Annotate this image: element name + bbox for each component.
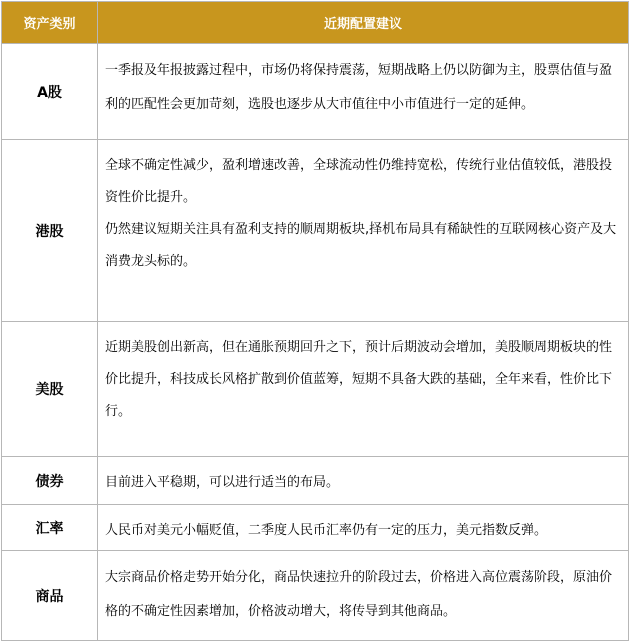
advice-paragraph: 一季报及年报披露过程中，市场仍将保持震荡，短期战略上仍以防御为主，股票估值与盈利的匹配性会更加苛刻，选股也逐步从大市值往中小市值进行一定的延伸。 <box>105 63 613 112</box>
table-row-fx <box>2 505 629 551</box>
advice-paragraph: 全球不确定性减少，盈利增速改善，全球流动性仍维持宽松，传统行业估值较低，港股投资性价比提升。 <box>105 158 613 205</box>
advice-cell <box>98 44 629 140</box>
advice-paragraph: 近期美股创出新高，但在通胀预期回升之下，预计后期波动会增加，美股顺周期板块的性价比提升，科技成长风格扩散到价值蓝筹，短期不具备大跌的基础，全年来看，性价比下行。 <box>105 340 613 419</box>
category-cell: 汇率 <box>2 505 98 551</box>
table-row-us-share <box>2 322 629 457</box>
table-row-a-share <box>2 44 629 140</box>
category-cell: 美股 <box>2 322 98 457</box>
category-cell: A股 <box>2 44 98 140</box>
advice-paragraph: 人民币对美元小幅贬值，二季度人民币汇率仍有一定的压力，美元指数反弹。 <box>105 523 548 538</box>
advice-cell <box>98 322 629 457</box>
advice-paragraph: 目前进入平稳期，可以进行适当的布局。 <box>105 475 340 490</box>
advice-paragraph: 大宗商品价格走势开始分化，商品快速拉升的阶段过去，价格进入高位震荡阶段，原油价格的不确定性因素增加，价格波动增大，将传导到其他商品。 <box>105 570 613 619</box>
table-row-bonds <box>2 457 629 505</box>
advice-cell <box>98 551 629 641</box>
table-row-hk-share <box>2 140 629 322</box>
category-cell: 商品 <box>2 551 98 641</box>
advice-paragraph: 仍然建议短期关注具有盈利支持的顺周期板块,择机布局具有稀缺性的互联网核心资产及大消费龙头标的。 <box>105 222 617 269</box>
header-advice: 近期配置建议 <box>98 2 629 44</box>
header-row <box>2 2 629 44</box>
header-category: 资产类别 <box>2 2 98 44</box>
category-cell: 债券 <box>2 457 98 505</box>
advice-cell <box>98 140 629 322</box>
table-row-commodities <box>2 551 629 641</box>
advice-cell <box>98 505 629 551</box>
allocation-table <box>1 1 629 641</box>
category-cell: 港股 <box>2 140 98 322</box>
advice-cell <box>98 457 629 505</box>
